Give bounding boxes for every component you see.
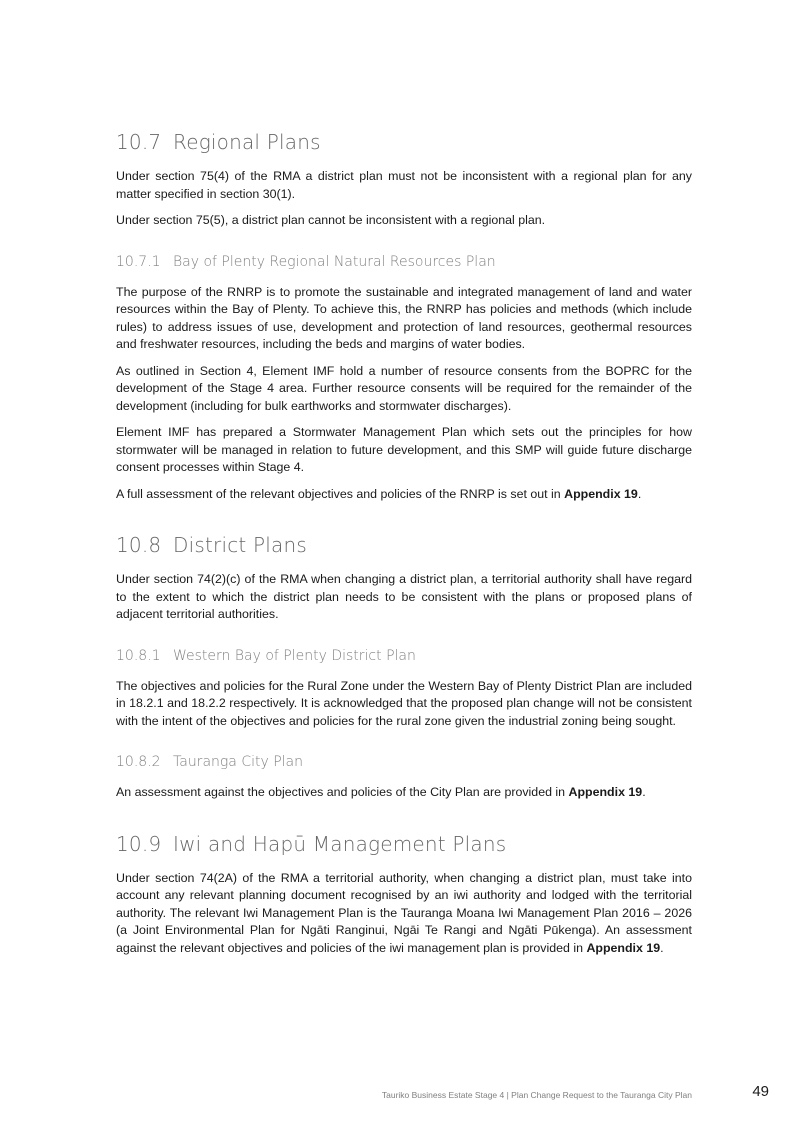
heading-10-8-1 [116,648,692,664]
text: An assessment against the objectives and policies of the City Plan are provided in [116,785,569,799]
paragraph: Under section 75(5), a district plan cannot be inconsistent with a regional plan. [116,213,546,227]
heading-number: 10.8.2 [116,754,161,770]
appendix-reference: Appendix 19 [568,785,643,799]
document-body [116,130,692,966]
paragraph: Under section 75(4) of the RMA a district plan must not be inconsistent with a regional plan for any matter specified in section 30(1). [116,169,692,201]
text: . [637,486,642,501]
paragraph: As outlined in Section 4, Element IMF hold a number of resource consents from the BOPRC for the development of the Stage 4 area. Further resource consents will be required for the remainder of the development (including for bulk earthworks and stormwater discharges). [116,363,692,413]
paragraph [116,870,692,958]
paragraph [116,784,692,802]
appendix-reference: Appendix 19 [586,940,661,955]
appendix-reference: Appendix 19 [564,486,638,501]
heading-number: 10.9 [116,831,162,856]
page-number: 49 [752,1083,769,1100]
paragraph: Element IMF has prepared a Stormwater Management Plan which sets out the principles for how stormwater will be managed in relation to future development, and this SMP will guide future discharge consent processes within Stage 4. [116,425,692,474]
text: Under section 74(2A) of the RMA a territorial authority, when changing a district plan, must take into account any relevant planning document recognised by an iwi authority and lodged with the territorial authority. The relevant Iwi Management Plan is the Tauranga Moana Iwi Management Plan 2016 – 2026 (a Joint Environmental Plan for Ngāti Ranginui, Ngāi Te Rangi and Ngāti Pūkenga). An assessment against the relevant objectives and policies of the iwi management plan is provided in [116,870,692,955]
paragraph: The objectives and policies for the Rural Zone under the Western Bay of Plenty District Plan are included in 18.2.1 and 18.2.2 respectively. It is acknowledged that the proposed plan change will not be consistent with the intent of the objectives and policies for the rural zone given the industrial zoning being sought. [116,678,692,728]
heading-10-7-1 [116,254,692,270]
heading-title: District Plans [173,533,307,557]
text: . [642,785,646,799]
heading-10-8 [116,533,692,557]
heading-title: Bay of Plenty Regional Natural Resources Plan [173,253,496,270]
paragraph: The purpose of the RNRP is to promote the sustainable and integrated management of land and water resources within the Bay of Plenty. To achieve this, the RNRP has policies and methods (which include rules) to address issues of use, development and protection of land resources, geothermal resources and freshwater resources, including the beds and margins of water bodies. [116,284,692,351]
paragraph [116,486,692,504]
heading-title: Western Bay of Plenty District Plan [173,647,416,664]
heading-number: 10.8 [116,533,162,557]
heading-number: 10.7.1 [116,253,161,270]
heading-10-8-2 [116,754,692,770]
heading-title: Regional Plans [173,130,321,154]
text: . [660,940,664,955]
heading-10-7 [116,130,692,154]
heading-title: Tauranga City Plan [173,754,303,770]
paragraph: Under section 74(2)(c) of the RMA when changing a district plan, a territorial authority shall have regard to the extent to which the district plan needs to be consistent with the plans or proposed plans of adjacent territorial authorities. [116,572,692,621]
footer-text: Tauriko Business Estate Stage 4 | Plan Change Request to the Tauranga City Plan [381,1090,692,1100]
text: A full assessment of the relevant objectives and policies of the RNRP is set out in [116,486,565,501]
heading-number: 10.8.1 [116,647,161,664]
heading-title: Iwi and Hapū Management Plans [173,831,507,856]
heading-number: 10.7 [116,130,162,154]
heading-10-9 [116,832,692,856]
